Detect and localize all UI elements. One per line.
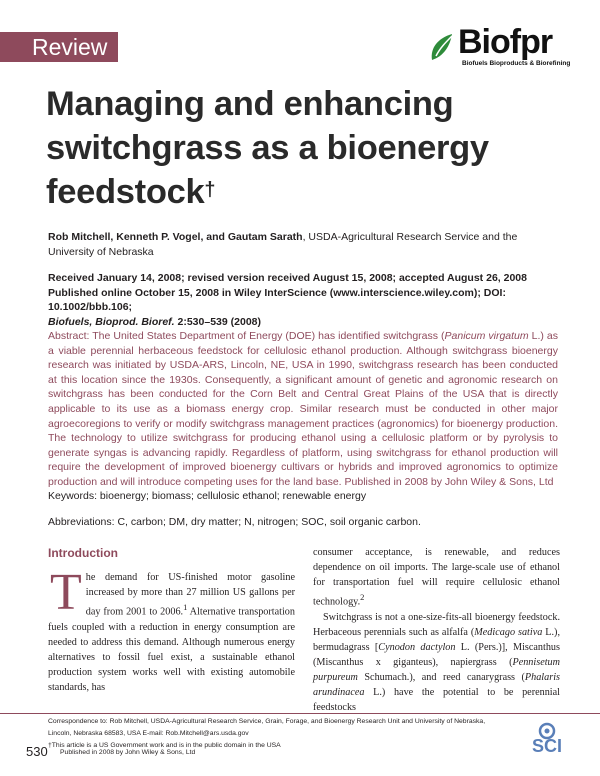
footer-rule bbox=[0, 713, 600, 714]
col2-text-2c: L. (Pers.)], Miscanthus (Miscanthus x giganteus), napiergrass ( bbox=[313, 641, 560, 669]
published-online: Published online October 15, 2008 in Wiley InterScience (www.interscience.wiley.com); DOI: 10.1002/bbb.106; bbox=[48, 286, 506, 314]
citation-volume: 2:530–539 (2008) bbox=[174, 315, 261, 328]
logo-tagline: Biofuels Bioproducts & Biorefining bbox=[462, 60, 571, 67]
dagger-footnote: †This article is a US Government work and is in the public domain in the USA bbox=[48, 742, 281, 749]
footnote-ref-1: 1 bbox=[183, 602, 188, 613]
species-medicago: Medicago sativa bbox=[474, 626, 543, 638]
abstract-label: Abstract: bbox=[48, 330, 90, 342]
page-number: 530 bbox=[26, 744, 48, 759]
body-column-left bbox=[48, 564, 295, 695]
col2-text-2d: Schumach.), and reed canarygrass ( bbox=[357, 672, 525, 684]
citation bbox=[48, 315, 558, 330]
author-affiliation: , USDA-Agricultural Research Service and the University of Nebraska bbox=[48, 231, 518, 258]
species-pennisetum: Pennisetum purpureum bbox=[313, 657, 560, 684]
article-title bbox=[46, 82, 566, 214]
col2-text-2a: Switchgrass is not a one-size-fits-all bioenergy feedstock. Herbaceous perennials such as alfalfa ( bbox=[313, 611, 560, 638]
col2-paragraph-2 bbox=[313, 610, 560, 716]
correspondence-note: Correspondence to: Rob Mitchell, USDA-Agricultural Research Service, Grain, Forage, and Bioenergy Research Unit and University of Nebraska, bbox=[48, 718, 486, 725]
sci-logo-text: SCI bbox=[532, 736, 563, 756]
col2-text-2b: L.), bermudagrass [ bbox=[313, 626, 560, 653]
intro-text-a: he demand for US-finished motor gasoline increased by more than 27 million US gallons per day from 2001 to 2006. bbox=[85, 572, 295, 618]
intro-paragraph bbox=[48, 564, 295, 695]
introduction-heading: Introduction bbox=[48, 546, 118, 560]
citation-journal: Biofuels, Bioprod. Bioref. bbox=[48, 315, 175, 328]
logo-wordmark: Biofpr bbox=[458, 23, 553, 61]
section-label: Review bbox=[32, 34, 108, 60]
species-phalaris: Phalaris arundinacea bbox=[313, 672, 560, 699]
drop-cap: T bbox=[50, 564, 82, 621]
author-line bbox=[48, 230, 558, 259]
publication-dates bbox=[48, 271, 558, 329]
footnote-ref-2: 2 bbox=[360, 592, 365, 603]
body-column-right bbox=[313, 545, 560, 715]
abbreviations: Abbreviations: C, carbon; DM, dry matter; N, nitrogen; SOC, soil organic carbon. bbox=[48, 516, 421, 528]
sci-logo bbox=[524, 722, 574, 756]
abstract-text-a: The United States Department of Energy (DOE) has identified switchgrass ( bbox=[89, 330, 445, 342]
title-dagger: † bbox=[204, 179, 216, 201]
col2-text-2e: L.) have the potential to be perennial feedstocks bbox=[313, 687, 560, 714]
publisher-footer: Published in 2008 by John Wiley & Sons, Ltd bbox=[60, 749, 196, 756]
species-cynodon: Cynodon dactylon bbox=[378, 641, 456, 653]
author-names: Rob Mitchell, Kenneth P. Vogel, and Gautam Sarath bbox=[48, 231, 303, 243]
leaf-icon bbox=[428, 30, 458, 64]
received-dates: Received January 14, 2008; revised version received August 15, 2008; accepted August 26, 2008 bbox=[48, 272, 527, 284]
journal-logo bbox=[428, 20, 578, 72]
correspondence-address: Lincoln, Nebraska 68583, USA E-mail: Rob.Mitchell@ars.usda.gov bbox=[48, 730, 249, 737]
article-title-text: Managing and enhancing switchgrass as a bioenergy feedstock bbox=[46, 85, 489, 211]
col2-text-1: consumer acceptance, is renewable, and reduces dependence on oil imports. The large-scale use of ethanol for transportation fuel will require cellulosic ethanol technology. bbox=[313, 547, 560, 608]
col2-paragraph-1 bbox=[313, 545, 560, 610]
intro-text-b: Alternative transportation fuels coupled with a reduction in energy consumption are needed to address this demand. Although numerous energy alternatives to fossil fuel exist, a sustainable ethanol production system works well with existing automobile standards, has bbox=[48, 606, 295, 694]
keywords: Keywords: bioenergy; biomass; cellulosic ethanol; renewable energy bbox=[48, 490, 367, 502]
abstract bbox=[48, 329, 558, 490]
abstract-text-b: L.) as a viable perennial herbaceous feedstock for cellulosic ethanol production. Although switchgrass bioenergy research was initiated by USDA-ARS, Lincoln, NE, USA in 1990, switchgrass research has been conducted at this location since the 1930s. Consequently, a significant amount of genetic and agronomic research on switchgrass has been conducted for the Corn Belt and Central Great Plains of the USA that is directly applicable to its use as a biomass energy crop. Similar research must be conducted in other major agroecoregions to verify or modify switchgrass management practices (agronomics) for bioenergy production. The technology to utilize switchgrass for producing ethanol using a cellulosic platform or by pyrolysis to generate syngas is advancing rapidly. Regardless of platform, using switchgrass for ethanol production will require the development of improved bioenergy cultivars or hybrids and improved agronomics to optimize production and will introduce competing uses for the land base. Published in 2008 by John Wiley & Sons, Ltd bbox=[48, 330, 559, 488]
abstract-species: Panicum virgatum bbox=[444, 330, 529, 342]
section-label-band bbox=[0, 32, 118, 62]
